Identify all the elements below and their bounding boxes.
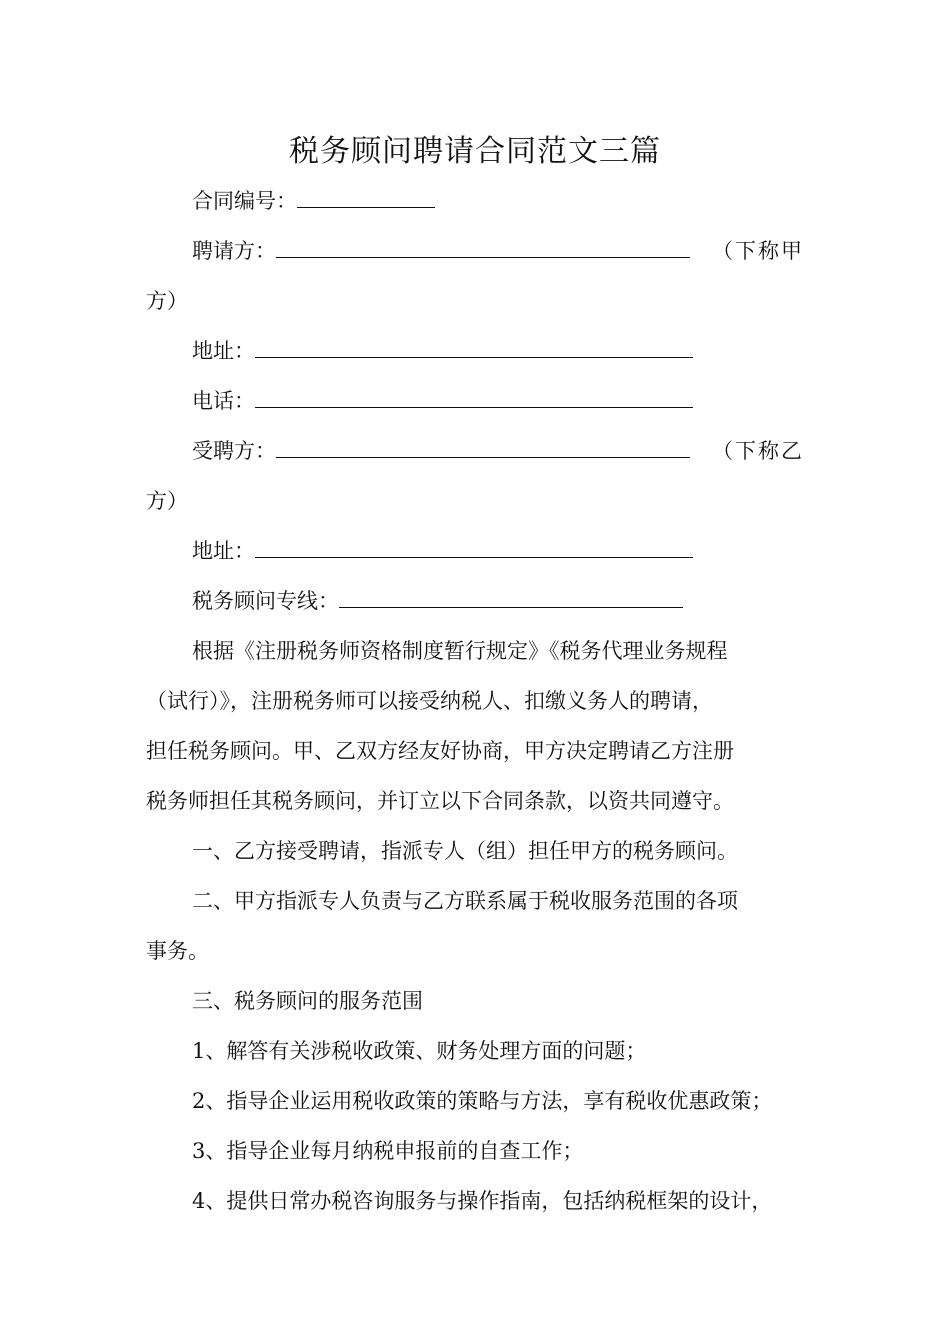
employee-blank xyxy=(276,437,690,458)
employer-phone-label: 电话： xyxy=(192,389,255,413)
hotline-row xyxy=(192,586,683,616)
clause-2-line: 二、甲方指派专人负责与乙方联系属于税收服务范围的各项 xyxy=(192,889,738,913)
employer-suffix: （下称甲 xyxy=(712,239,804,263)
employer-address-label: 地址： xyxy=(192,339,255,363)
service-item: 1、解答有关涉税收政策、财务处理方面的问题； xyxy=(192,1039,647,1063)
employer-phone-row xyxy=(192,386,693,416)
service-item: 2、指导企业运用税收政策的策略与方法，享有税收优惠政策； xyxy=(192,1089,773,1113)
service-item: 3、指导企业每月纳税申报前的自查工作； xyxy=(192,1139,584,1163)
employer-blank xyxy=(276,237,690,258)
employee-suffix: （下称乙 xyxy=(712,439,804,463)
employee-wrap: 方） xyxy=(146,489,188,513)
intro-line: （试行）》，注册税务师可以接受纳税人、扣缴义务人的聘请， xyxy=(146,689,713,713)
employee-address-row xyxy=(192,536,693,566)
service-item: 4、提供日常办税咨询服务与操作指南，包括纳税框架的设计， xyxy=(192,1189,773,1213)
hotline-blank xyxy=(339,587,683,608)
employer-address-blank xyxy=(255,337,693,358)
employee-address-label: 地址： xyxy=(192,539,255,563)
document-title: 税务顾问聘请合同范文三篇 xyxy=(289,134,661,169)
employee-address-blank xyxy=(255,537,693,558)
employee-row xyxy=(192,436,690,466)
employer-wrap: 方） xyxy=(146,289,188,313)
contract-number-row xyxy=(192,186,435,216)
employer-address-row xyxy=(192,336,693,366)
hotline-label: 税务顾问专线： xyxy=(192,589,339,613)
clause-2-line: 事务。 xyxy=(146,939,209,963)
employer-label: 聘请方： xyxy=(192,239,276,263)
employer-row xyxy=(192,236,690,266)
employer-phone-blank xyxy=(255,387,693,408)
intro-line: 根据《注册税务师资格制度暂行规定》《税务代理业务规程 xyxy=(192,639,728,663)
contract-number-label: 合同编号： xyxy=(192,189,297,213)
clause-3-heading: 三、税务顾问的服务范围 xyxy=(192,989,423,1013)
clause-1: 一、乙方接受聘请，指派专人（组）担任甲方的税务顾问。 xyxy=(192,839,738,863)
intro-line: 担任税务顾问。甲、乙双方经友好协商，甲方决定聘请乙方注册 xyxy=(146,739,734,763)
employee-label: 受聘方： xyxy=(192,439,276,463)
intro-line: 税务师担任其税务顾问，并订立以下合同条款，以资共同遵守。 xyxy=(146,789,734,813)
contract-number-blank xyxy=(297,187,435,208)
